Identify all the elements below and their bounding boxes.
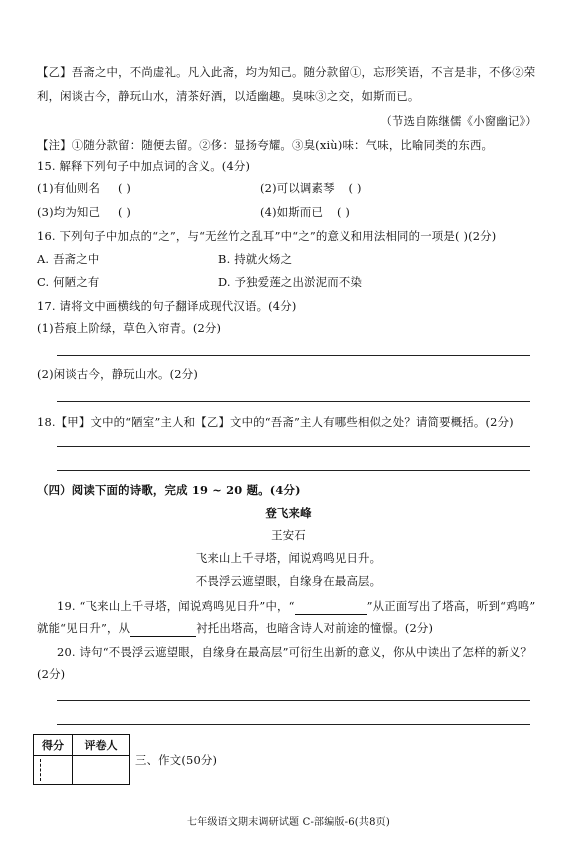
q15-item-3-label: (3)均为知己 xyxy=(37,205,101,219)
note-text: 【注】①随分款留：随便去留。②侈：显扬夸耀。③臭(xiù)味：气味，比喻同类的东西。 xyxy=(37,138,494,152)
section4-header: （四）阅读下面的诗歌，完成 19 ~ 20 题。(4分) xyxy=(37,483,301,497)
q15-item-2 xyxy=(260,180,362,196)
q15-item-1 xyxy=(37,180,131,196)
q15-stem: 15. 解释下列句子中加点词的含义。(4分) xyxy=(37,159,251,173)
q18-answer-line-2[interactable] xyxy=(57,470,530,471)
q16-option-b: B. 持就火炀之 xyxy=(218,252,293,266)
q15-item-4-label: (4)如斯而已 xyxy=(260,205,324,219)
q18-answer-line-1[interactable] xyxy=(57,446,530,447)
score-label: 得分 xyxy=(34,735,73,756)
poem-author: 王安石 xyxy=(271,528,306,542)
q17-sub1: (1)苔痕上阶绿，草色入帘青。(2分) xyxy=(37,321,222,335)
poem-line-1: 飞来山上千寻塔，闻说鸡鸣见日升。 xyxy=(195,551,382,565)
q19-part3: 就能“见日升”，从 xyxy=(37,621,131,635)
q20-line1: 20. 诗句“不畏浮云遮望眼，自缘身在最高层”可衍生出新的意义，你从中读出了怎样的新义？ xyxy=(57,645,533,659)
grader-label: 评卷人 xyxy=(73,735,130,756)
q17-answer-line-2[interactable] xyxy=(57,401,530,402)
q19-part1: 19. “飞来山上千寻塔，闻说鸡鸣见日升”中，“ xyxy=(57,599,295,613)
section3-heading: 三、作文(50分) xyxy=(135,753,218,767)
q15-item-3-blank: ( ) xyxy=(117,205,132,219)
q19-blank-1[interactable] xyxy=(295,598,367,615)
q19-part2: ”从正面写出了塔高，听到“鸡鸣” xyxy=(366,599,536,613)
q19-line1 xyxy=(57,598,535,615)
q20-answer-line-2[interactable] xyxy=(57,724,530,725)
q16-option-c: C. 何陋之有 xyxy=(37,275,100,289)
q15-item-2-label: (2)可以调素琴 xyxy=(260,181,335,195)
q15-item-4-blank: ( ) xyxy=(336,205,351,219)
poem-title: 登飞来峰 xyxy=(265,506,312,520)
q19-line2 xyxy=(37,620,433,637)
dashed-mark xyxy=(40,759,42,781)
poem-line-2: 不畏浮云遮望眼，自缘身在最高层。 xyxy=(195,574,382,588)
q18-stem: 18.【甲】文中的“陋室”主人和【乙】文中的“吾斋”主人有哪些相似之处？请简要概括。(2分) xyxy=(37,415,514,429)
q17-answer-line-1[interactable] xyxy=(57,355,530,356)
q20-answer-line-1[interactable] xyxy=(57,700,530,701)
score-cell[interactable] xyxy=(34,756,73,785)
q15-item-1-blank: ( ) xyxy=(117,181,132,195)
passage-yi-source: （节选自陈继儒《小窗幽记》） xyxy=(380,114,537,128)
q16-option-d: D. 予独爱莲之出淤泥而不染 xyxy=(218,275,363,289)
passage-yi-line1: 【乙】吾斋之中，不尚虚礼。凡入此斋，均为知己。随分款留①，忘形笑语，不言是非，不侈②荣 xyxy=(37,65,536,79)
q15-item-4 xyxy=(260,204,350,220)
score-box xyxy=(33,734,130,785)
grader-cell[interactable] xyxy=(73,756,130,785)
q15-item-1-label: (1)有仙则名 xyxy=(37,181,101,195)
q15-item-2-blank: ( ) xyxy=(348,181,362,195)
page-footer: 七年级语文期末调研试题 C-部编版-6(共8页) xyxy=(187,817,390,828)
q15-item-3 xyxy=(37,204,131,220)
q17-sub2: (2)闲谈古今，静玩山水。(2分) xyxy=(37,367,198,381)
q19-blank-2[interactable] xyxy=(130,620,196,637)
q20-line2: (2分) xyxy=(37,667,66,681)
q17-stem: 17. 请将文中画横线的句子翻译成现代汉语。(4分) xyxy=(37,299,297,313)
q16-stem: 16. 下列句子中加点的“之”，与“无丝竹之乱耳”中“之”的意义和用法相同的一项是( )(2分) xyxy=(37,229,497,243)
q19-part4: 衬托出塔高，也暗含诗人对前途的憧憬。(2分) xyxy=(196,621,434,635)
passage-yi-line2: 利，闲谈古今，静玩山水，清茶好酒，以适幽趣。臭味③之交，如斯而已。 xyxy=(37,89,420,103)
q16-option-a: A. 吾斋之中 xyxy=(37,252,100,266)
